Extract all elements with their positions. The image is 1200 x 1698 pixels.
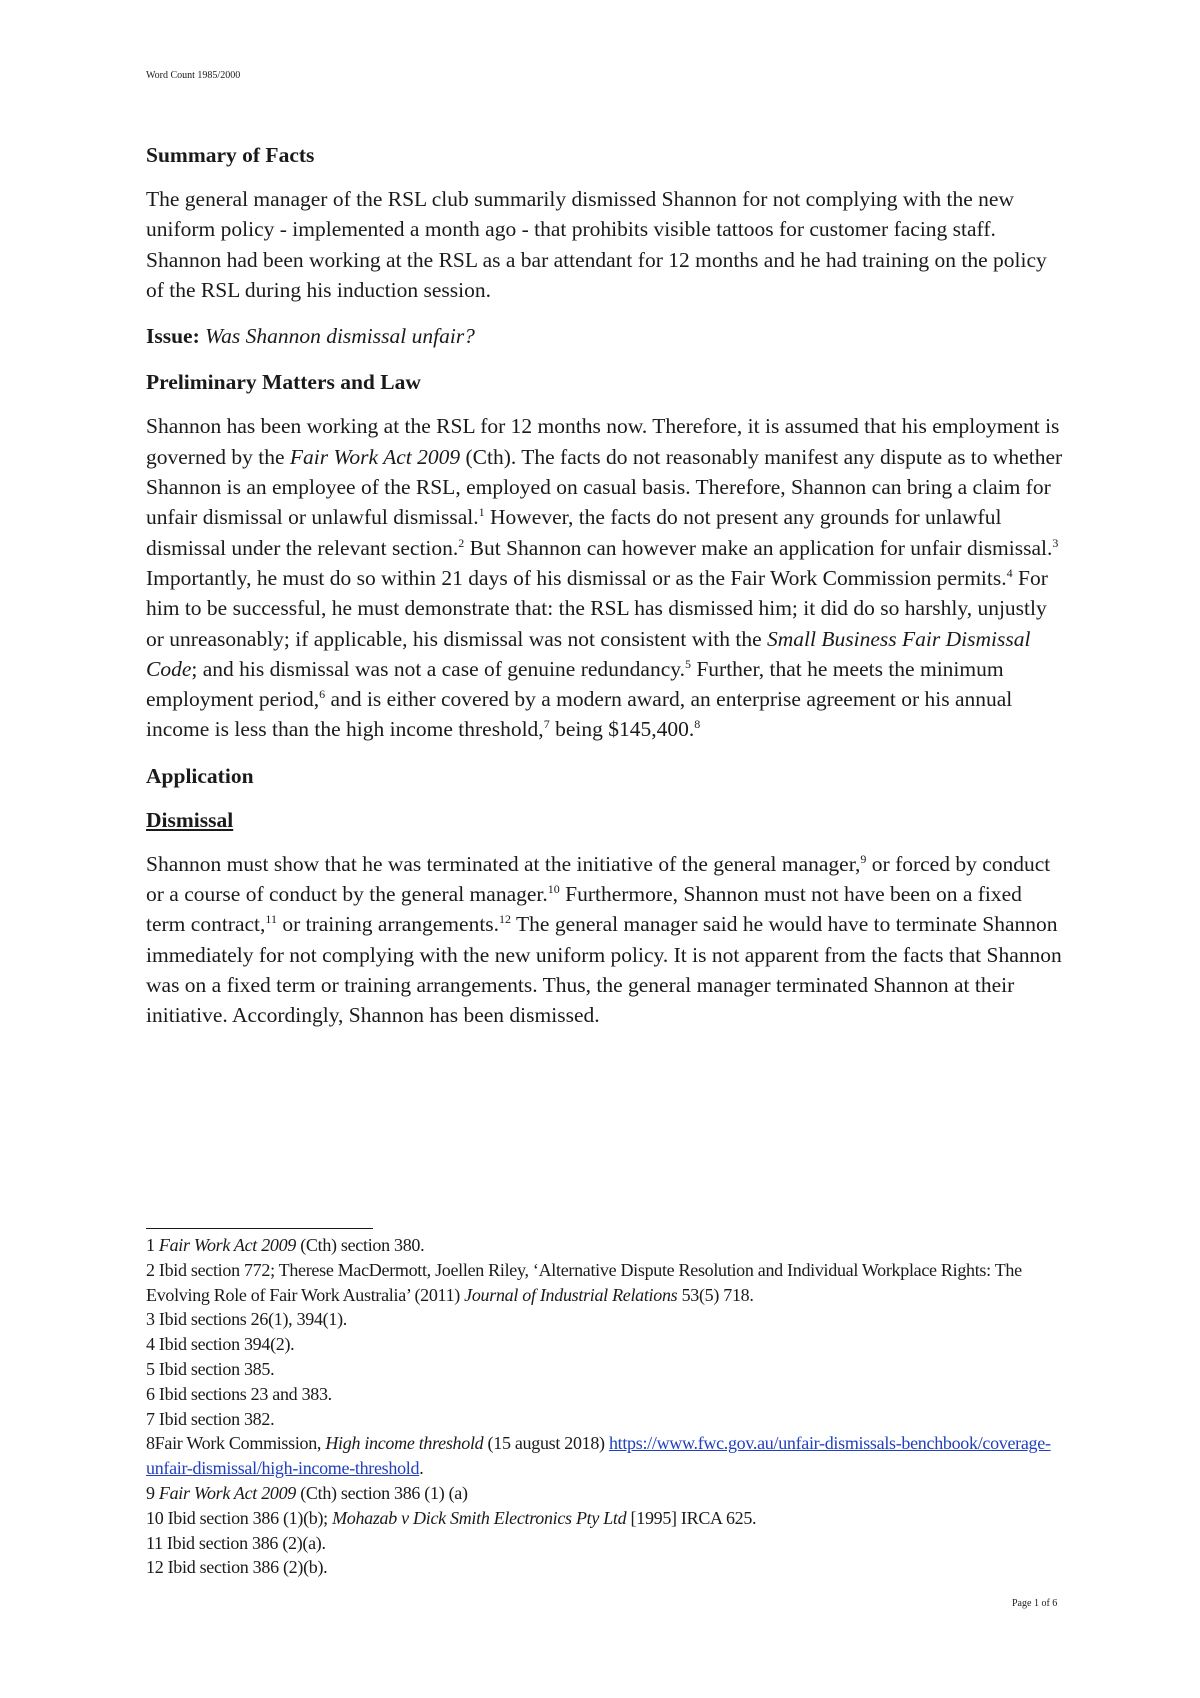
- text-run: However, the facts do not present any grounds for unlawful dismissal under the relevant section.: [146, 505, 1002, 560]
- page-number: Page 1 of 6: [1012, 1598, 1058, 1609]
- issue-line: [146, 321, 1066, 351]
- issue-text: Was Shannon dismissal unfair?: [205, 324, 475, 349]
- text-run: 8Fair Work Commission,: [146, 1433, 326, 1454]
- footnote-5: 5 Ibid section 385.: [146, 1358, 275, 1379]
- footnote-separator: [146, 1228, 373, 1229]
- footnote-3: 3 Ibid sections 26(1), 394(1).: [146, 1309, 347, 1330]
- text-run: Importantly, he must do so within 21 days of his dismissal or as the Fair Work Commission permits.: [146, 565, 1007, 590]
- footnote-ref[interactable]: 11: [265, 912, 277, 927]
- text-run: Further, that he meets the minimum employment period,: [146, 656, 1004, 712]
- footnotes: [146, 1233, 1066, 1580]
- document-body: [146, 140, 1066, 1031]
- preliminary-paragraph: [146, 411, 1066, 744]
- text-run: 10 Ibid section 386 (1)(b);: [146, 1507, 333, 1528]
- text-run: 9: [146, 1482, 159, 1503]
- footnote-ref[interactable]: 1: [478, 505, 485, 520]
- text-run: or forced by conduct or a course of conduct by the general manager.: [146, 851, 1051, 907]
- footnote-9: [146, 1481, 1066, 1506]
- text-run: Journal of Industrial Relations: [464, 1284, 678, 1305]
- text-run: Fair Work Act 2009: [158, 1482, 297, 1503]
- text-run: [1995] IRCA 625.: [626, 1507, 757, 1528]
- footnote-ref[interactable]: 4: [1006, 565, 1013, 580]
- application-heading: Application: [146, 763, 254, 788]
- summary-paragraph: The general manager of the RSL club summarily dismissed Shannon for not complying with the new uniform policy - implemented a month ago - that prohibits visible tattoos for customer facing staff. Shannon had been working at the RSL as a bar attendant for 12 months and he had training on the policy of the RSL during his induction session.: [146, 187, 1047, 302]
- text-run: 53(5) 718.: [677, 1284, 754, 1305]
- code-title: Small Business Fair Dismissal Code: [146, 626, 1031, 681]
- text-run: But Shannon can however make an application for unfair dismissal.: [464, 535, 1053, 560]
- text-run: being $145,400.: [549, 717, 695, 742]
- text-run: Furthermore, Shannon must not have been on a fixed term contract,: [146, 882, 1022, 937]
- text-run: (Cth). The facts do not reasonably manifest any dispute as to whether Shannon is an employee of the RSL, employed on casual basis. Therefore, Shannon can bring a claim for unfair dismissal or unlawful dismissal.: [146, 444, 1063, 530]
- text-run: ; and his dismissal was not a case of genuine redundancy.: [191, 656, 685, 681]
- footnote-12: 12 Ibid section 386 (2)(b).: [146, 1557, 328, 1578]
- text-run: or training arrangements.: [276, 912, 500, 937]
- text-run: .: [419, 1458, 424, 1479]
- footnote-ref[interactable]: 3: [1052, 535, 1059, 550]
- text-run: (15 august 2018): [483, 1433, 609, 1454]
- text-run: (Cth) section 386 (1) (a): [296, 1482, 468, 1503]
- dismissal-subheading: Dismissal: [146, 807, 234, 832]
- footnote-ref[interactable]: 9: [860, 851, 867, 866]
- footnote-4: 4 Ibid section 394(2).: [146, 1334, 295, 1355]
- text-run: 1: [146, 1235, 159, 1255]
- footnote-6: 6 Ibid sections 23 and 383.: [146, 1383, 332, 1404]
- text-run: Mohazab v Dick Smith Electronics Pty Ltd: [332, 1507, 627, 1528]
- act-title: Fair Work Act 2009: [289, 444, 461, 469]
- footnote-ref[interactable]: 6: [319, 687, 326, 701]
- text-run: 2 Ibid section 772; Therese MacDermott, Joellen Riley, ‘Alternative Dispute Resolution and Individual Workplace Rights: The Evolving Role of Fair Work Australia’ (2011): [146, 1259, 1022, 1305]
- text-run: The general manager said he would have to terminate Shannon immediately for not complying with the new uniform policy. It is not apparent from the facts that Shannon was on a fixed term or training arrangements. Thus, the general manager terminated Shannon at their initiative. Accordingly, Shannon has been dismissed.: [146, 912, 1062, 1028]
- footnote-2: [146, 1258, 1066, 1308]
- footnote-ref[interactable]: 2: [458, 535, 465, 550]
- footnote-8: [146, 1431, 1066, 1481]
- preliminary-heading: Preliminary Matters and Law: [146, 370, 421, 395]
- footnote-ref[interactable]: 8: [694, 717, 701, 732]
- dismissal-paragraph: [146, 849, 1066, 1031]
- text-run: (Cth) section 380.: [296, 1235, 425, 1255]
- text-run: Shannon must show that he was terminated at the initiative of the general manager,: [146, 851, 861, 876]
- footnote-ref[interactable]: 5: [684, 656, 691, 671]
- footnote-10: [146, 1506, 1066, 1531]
- footnote-ref[interactable]: 10: [547, 881, 560, 896]
- summary-heading: Summary of Facts: [146, 143, 315, 167]
- text-run: and is either covered by a modern award, an enterprise agreement or his annual income is less than the high income threshold,: [146, 687, 1013, 742]
- text-run: Fair Work Act 2009: [158, 1235, 297, 1255]
- footnote-7: 7 Ibid section 382.: [146, 1408, 275, 1429]
- fwc-link[interactable]: https://www.fwc.gov.au/unfair-dismissals-benchbook/coverage-unfair-dismissal/high-income-threshold: [146, 1433, 1051, 1479]
- text-run: High income threshold: [325, 1433, 484, 1454]
- word-count-header: Word Count 1985/2000: [146, 70, 241, 81]
- footnote-ref[interactable]: 12: [499, 912, 512, 927]
- footnote-ref[interactable]: 7: [543, 717, 550, 732]
- footnote-1: [146, 1233, 1066, 1258]
- footnote-11: 11 Ibid section 386 (2)(a).: [146, 1532, 326, 1553]
- text-run: For him to be successful, he must demonstrate that: the RSL has dismissed him; it did do so harshly, unjustly or unreasonably; if applicable, his dismissal was not consistent with the: [146, 565, 1048, 651]
- issue-label: Issue:: [146, 324, 200, 349]
- text-run: Shannon has been working at the RSL for 12 months now. Therefore, it is assumed that his employment is governed by the: [146, 414, 1060, 469]
